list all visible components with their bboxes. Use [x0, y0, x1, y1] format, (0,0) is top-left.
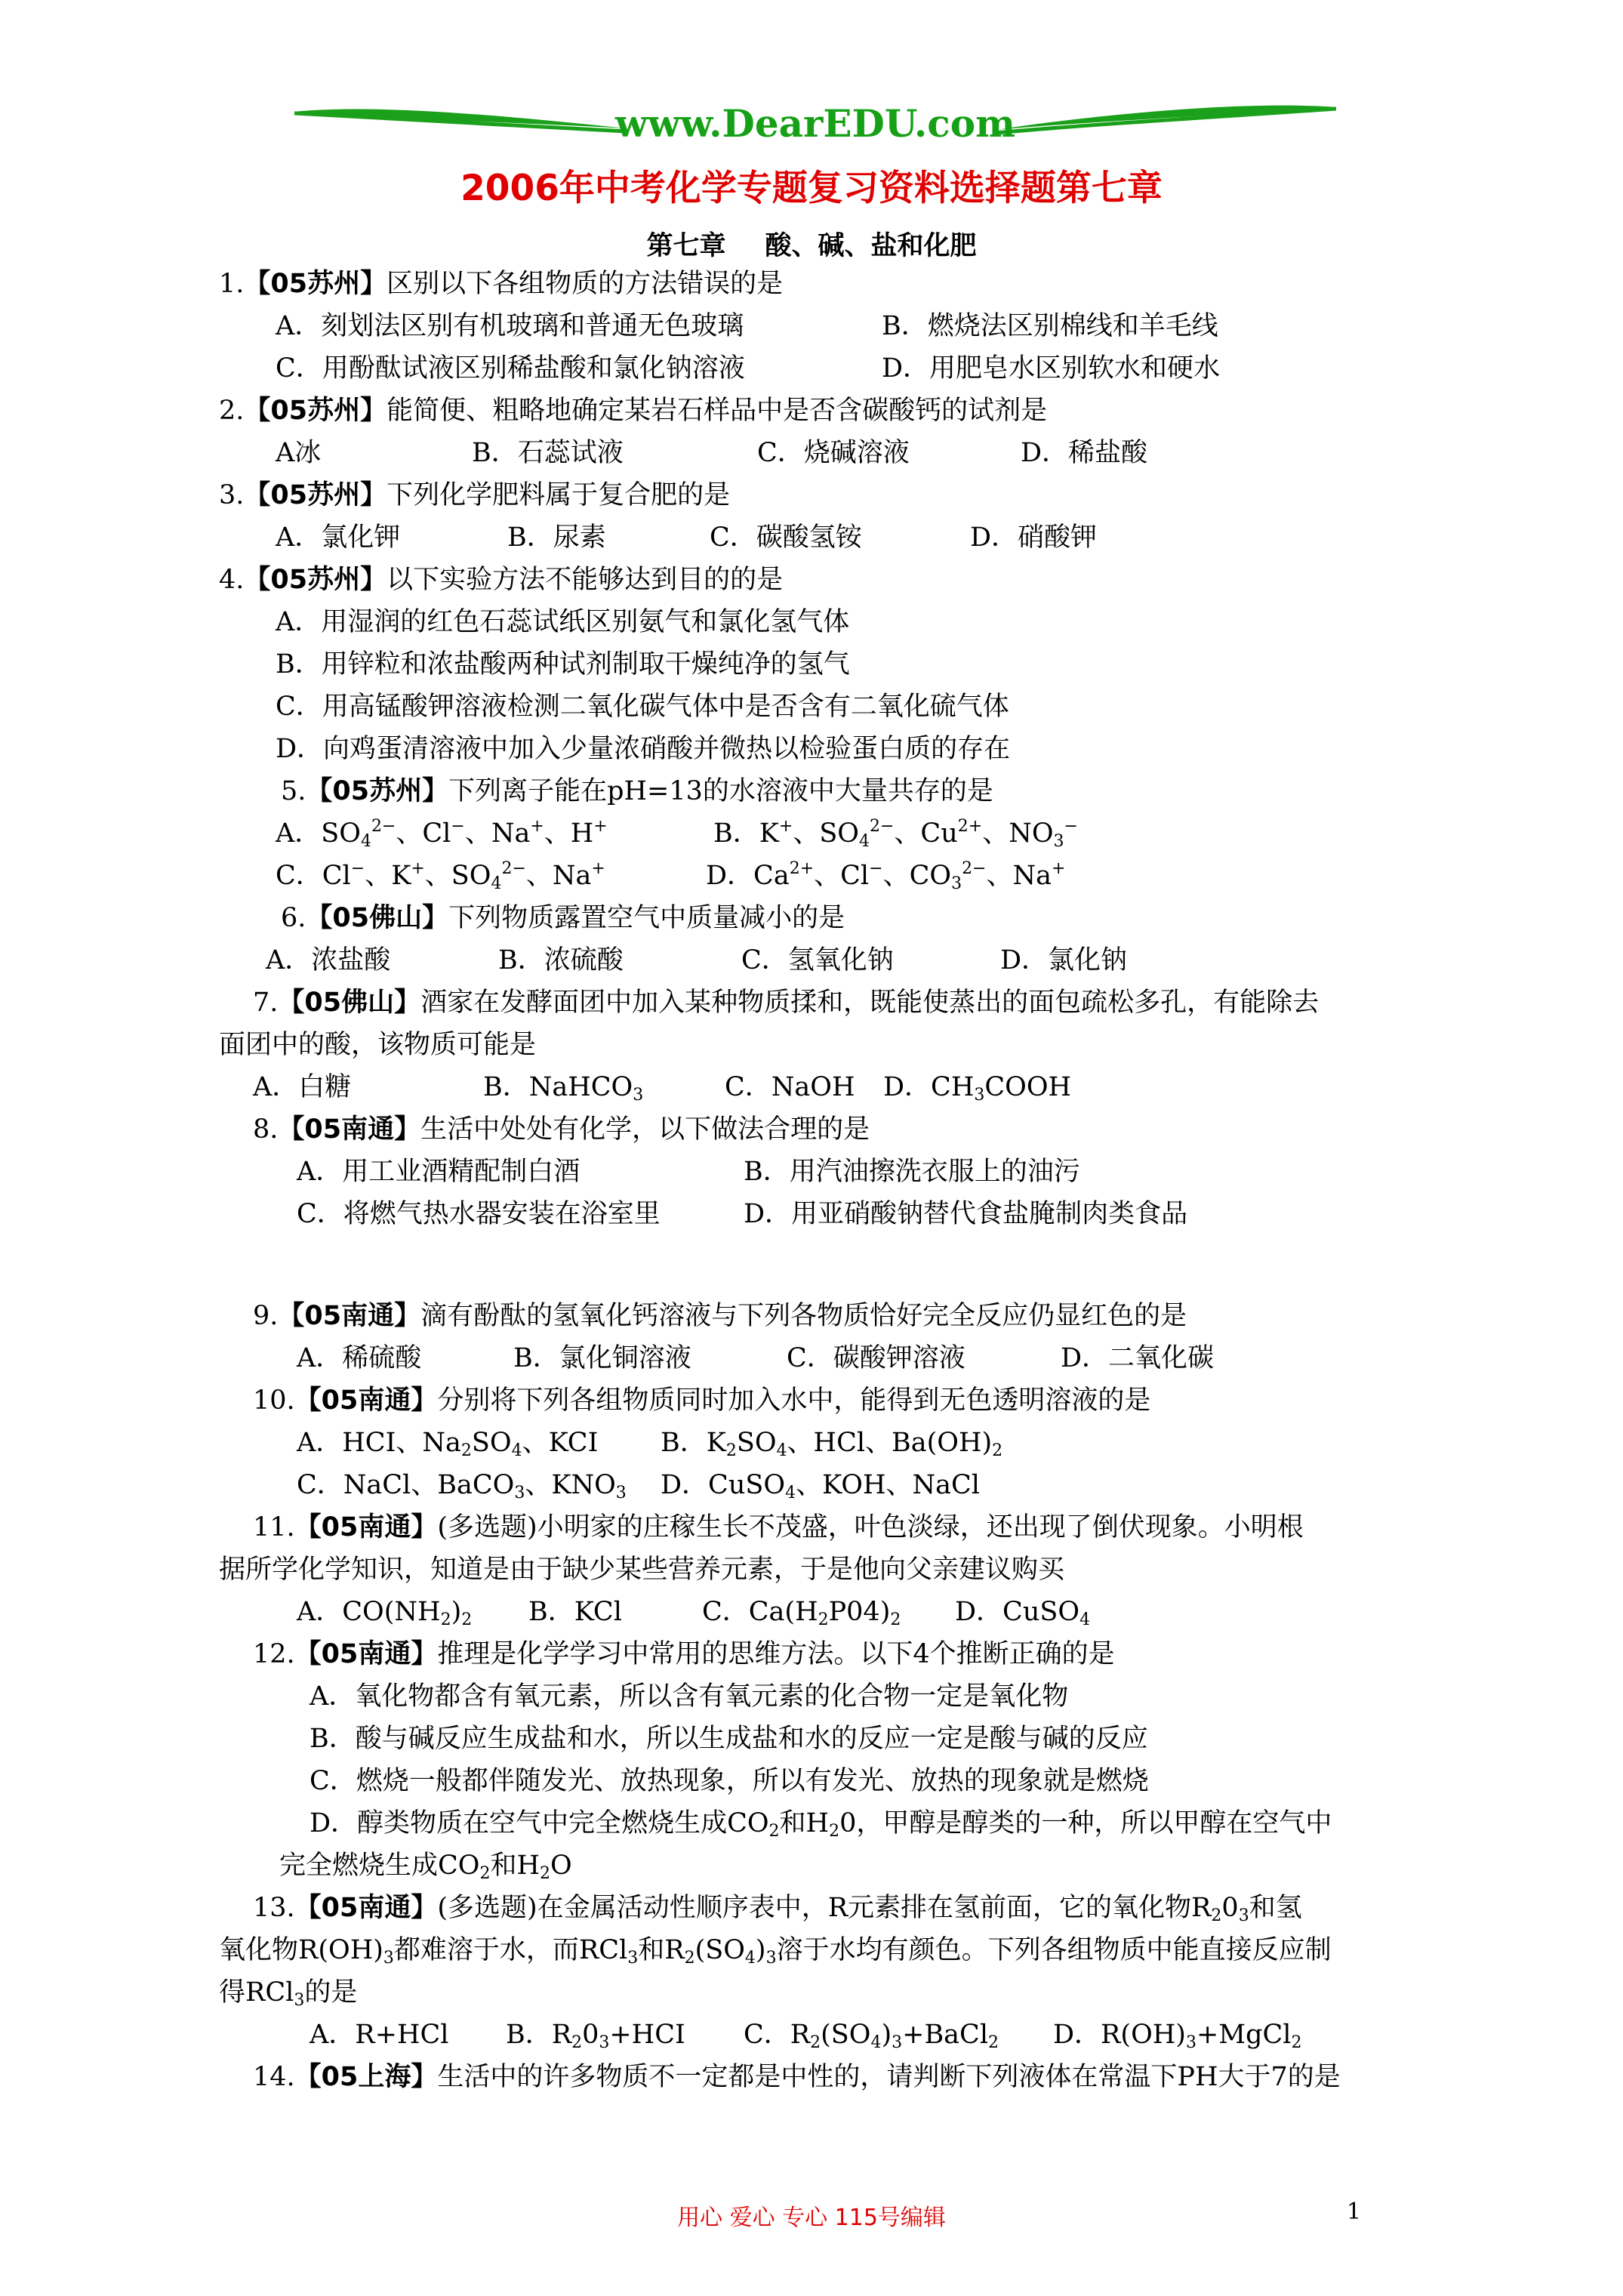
question-line	[281, 901, 845, 935]
source-tag: 【05南通】	[294, 1512, 438, 1542]
line-text: C．$Ca(H_2P04)_2$	[702, 1597, 901, 1629]
line-text: 得RCl$_3$的是	[219, 1977, 358, 2010]
line-text: (多选题)在金属活动性顺序表中，R元素排在氢前面，它的氧化物$R_20_3$和氢	[437, 1893, 1302, 1925]
line-text: 下列物质露置空气中质量减小的是	[448, 903, 845, 933]
text-line	[297, 1197, 661, 1231]
source-tag: 【05南通】	[294, 1639, 438, 1669]
text-line	[882, 352, 1220, 385]
text-line	[297, 1342, 421, 1375]
source-tag: 【05上海】	[294, 2062, 438, 2092]
line-text: D．向鸡蛋清溶液中加入少量浓硝酸并微热以检验蛋白质的存在	[276, 734, 1011, 764]
line-text: 推理是化学学习中常用的思维方法。以下4个推断正确的是	[437, 1639, 1115, 1669]
text-line	[507, 521, 606, 554]
text-line	[506, 2018, 685, 2051]
question-line	[253, 1299, 1187, 1333]
question-number: 13.	[253, 1893, 295, 1923]
line-text: D．CuSO$_4$、KOH、NaCl	[661, 1470, 980, 1502]
text-line	[713, 817, 1078, 850]
line-text: 滴有酚酞的氢氧化钙溶液与下列各物质恰好完全反应仍显红色的是	[420, 1301, 1187, 1331]
line-text: (多选题)小明家的庄稼生长不茂盛，叶色淡绿，还出现了倒伏现象。小明根	[437, 1512, 1304, 1542]
line-text: C．氢氧化钠	[741, 945, 894, 975]
question-number: 12.	[253, 1639, 295, 1669]
text-line	[297, 1155, 580, 1188]
question-line	[281, 775, 993, 808]
text-line	[744, 1155, 1080, 1188]
source-tag: 【05南通】	[278, 1301, 421, 1331]
text-line	[1021, 436, 1147, 470]
text-line	[276, 606, 849, 639]
line-text: B．$K_2SO_4$、HCl、$Ba(OH)_2$	[661, 1428, 1003, 1460]
line-text: B．用锌粒和浓盐酸两种试剂制取干燥纯净的氢气	[276, 649, 850, 680]
question-line	[253, 986, 1319, 1019]
question-line	[253, 2060, 1341, 2094]
question-line	[219, 563, 783, 596]
text-line	[310, 1764, 1149, 1798]
line-text: 完全燃烧生成$CO_2$和$H_2O$	[279, 1851, 572, 1883]
line-text: A．稀硫酸	[297, 1343, 422, 1373]
line-text: 生活中处处有化学，以下做法合理的是	[420, 1114, 870, 1145]
source-tag: 【05苏州】	[244, 480, 387, 510]
question-line	[253, 1891, 1302, 1925]
source-tag: 【05苏州】	[244, 269, 387, 299]
question-number: 9.	[253, 1301, 279, 1331]
line-text: C．用酚酞试液区别稀盐酸和氯化钠溶液	[276, 353, 745, 384]
text-line	[276, 817, 608, 850]
line-text: A．$CO(NH_2)_2$	[297, 1597, 473, 1629]
text-line	[955, 1595, 1090, 1629]
text-line	[219, 1028, 536, 1062]
source-tag: 【05南通】	[294, 1893, 438, 1923]
question-number: 8.	[253, 1114, 279, 1145]
text-line	[1053, 2018, 1302, 2051]
text-line	[528, 1595, 622, 1629]
source-tag: 【05佛山】	[306, 903, 449, 933]
line-text: C．燃烧一般都伴随发光、放热现象，所以有发光、放热的现象就是燃烧	[310, 1766, 1149, 1796]
site-header-banner	[294, 97, 1336, 153]
text-line	[483, 1071, 643, 1104]
line-text: C．碳酸钾溶液	[787, 1343, 965, 1373]
question-number: 11.	[253, 1512, 295, 1542]
line-text: B．$R_20_3+HCI$	[506, 2020, 685, 2052]
text-line	[498, 944, 624, 977]
line-text: D．$CH_3COOH$	[883, 1072, 1072, 1105]
text-line	[297, 1469, 627, 1502]
text-line	[661, 1469, 980, 1502]
line-text: B．K+、$SO_4^{2-}$、$Cu^{2+}$、$NO_3^-$	[713, 817, 1078, 851]
text-line	[725, 1071, 855, 1104]
text-line	[276, 732, 1010, 766]
chapter-name: 酸、碱、盐和化肥	[765, 231, 977, 261]
question-number: 5.	[281, 776, 306, 806]
text-line	[970, 521, 1097, 554]
text-line	[1000, 944, 1127, 977]
line-text: A．氧化物都含有氧元素，所以含有氧元素的化合物一定是氧化物	[310, 1681, 1069, 1712]
text-line	[744, 2018, 999, 2051]
text-line	[276, 690, 1009, 723]
question-line	[219, 479, 730, 512]
text-line	[883, 1071, 1071, 1104]
question-line	[253, 1638, 1115, 1671]
question-line	[219, 267, 783, 300]
text-line	[276, 648, 850, 681]
footer-credit: 用心 爱心 专心 115号编辑	[677, 2205, 946, 2231]
line-text: D．二氧化碳	[1061, 1343, 1215, 1373]
question-number: 7.	[253, 988, 279, 1018]
text-line	[276, 310, 744, 343]
text-line	[787, 1342, 965, 1375]
line-text: 能简便、粗略地确定某岩石样品中是否含碳酸钙的试剂是	[387, 396, 1048, 426]
line-text: B．氯化铜溶液	[513, 1343, 691, 1373]
text-line	[741, 944, 894, 977]
line-text: B．石蕊试液	[472, 438, 624, 468]
text-line	[710, 521, 862, 554]
line-text: D．$R(OH)_3+MgCl_2$	[1053, 2020, 1302, 2052]
question-number: 1.	[219, 269, 245, 299]
line-text: D．稀盐酸	[1021, 438, 1148, 468]
text-line	[266, 944, 390, 977]
line-text: C．NaOH	[725, 1072, 855, 1102]
question-line	[219, 394, 1047, 427]
line-text: A．刻划法区别有机玻璃和普通无色玻璃	[276, 311, 744, 341]
text-line	[513, 1342, 691, 1375]
line-text: C．将燃气热水器安装在浴室里	[297, 1199, 661, 1229]
text-line	[297, 1426, 598, 1459]
question-number: 4.	[219, 565, 245, 595]
line-text: C．Cl−、K+、$SO_4^{2-}$、Na+	[276, 859, 605, 893]
text-line	[744, 1197, 1187, 1231]
line-text: A冰	[276, 438, 322, 468]
site-url[interactable]: www.DearEDU.com	[614, 101, 1015, 146]
line-text: C．$R_2(SO_4)_3+BaCl_2$	[744, 2020, 999, 2052]
line-text: C．用高锰酸钾溶液检测二氧化碳气体中是否含有二氧化硫气体	[276, 692, 1009, 722]
line-text: B．酸与碱反应生成盐和水，所以生成盐和水的反应一定是酸与碱的反应	[310, 1724, 1148, 1754]
text-line	[276, 859, 605, 892]
line-text: D．用肥皂水区别软水和硬水	[882, 353, 1221, 384]
line-text: B．燃烧法区别棉线和羊毛线	[882, 311, 1218, 341]
line-text: 据所学化学知识，知道是由于缺少某些营养元素，于是他向父亲建议购买	[219, 1555, 1065, 1585]
text-line	[310, 1722, 1148, 1755]
line-text: D．$Ca^{2+}$、Cl−、$CO_3^{2-}$、Na+	[706, 859, 1066, 893]
document-title: 2006年中考化学专题复习资料选择题第七章	[460, 168, 1163, 209]
source-tag: 【05南通】	[278, 1114, 421, 1145]
line-text: A．氯化钾	[276, 522, 401, 553]
question-line	[253, 1113, 870, 1146]
line-text: C．烧碱溶液	[757, 438, 910, 468]
question-number: 3.	[219, 480, 245, 510]
line-text: 下列化学肥料属于复合肥的是	[387, 480, 731, 510]
line-text: A．用湿润的红色石蕊试纸区别氨气和氯化氢气体	[276, 607, 850, 637]
line-text: D．CuSO$_4$	[955, 1597, 1091, 1629]
line-text: B．NaHCO$_3$	[483, 1072, 644, 1105]
line-text: 生活中的许多物质不一定都是中性的，请判断下列液体在常温下PH大于7的是	[437, 2062, 1341, 2092]
line-text: 以下实验方法不能够达到目的的是	[387, 565, 784, 595]
text-line	[276, 436, 321, 470]
line-text: D．醇类物质在空气中完全燃烧生成$CO_2$和$H_20$，甲醇是醇类的一种，所以甲醇在空气中	[310, 1808, 1332, 1841]
line-text: A．白糖	[253, 1072, 352, 1102]
source-tag: 【05苏州】	[244, 396, 387, 426]
text-line	[310, 1807, 1332, 1840]
question-line	[253, 1511, 1304, 1544]
source-tag: 【05佛山】	[278, 988, 421, 1018]
source-tag: 【05苏州】	[244, 565, 387, 595]
line-text: C．碳酸氢铵	[710, 522, 862, 553]
text-line	[706, 859, 1065, 892]
text-line	[1061, 1342, 1214, 1375]
text-line	[702, 1595, 901, 1629]
text-line	[757, 436, 910, 470]
line-text: D．用亚硝酸钠替代食盐腌制肉类食品	[744, 1199, 1188, 1229]
line-text: B．用汽油擦洗衣服上的油污	[744, 1157, 1080, 1187]
question-number: 10.	[253, 1385, 295, 1416]
page-number: 1	[1347, 2199, 1362, 2225]
text-line	[253, 1071, 351, 1104]
line-text: 区别以下各组物质的方法错误的是	[387, 269, 784, 299]
text-line	[276, 352, 745, 385]
question-line	[253, 1384, 1150, 1417]
source-tag: 【05苏州】	[306, 776, 449, 806]
line-text: A．R+HCl	[310, 2020, 449, 2050]
text-line	[661, 1426, 1002, 1459]
text-line	[882, 310, 1218, 343]
text-line	[297, 1595, 472, 1629]
line-text: B．浓硫酸	[498, 945, 624, 975]
text-line	[472, 436, 624, 470]
line-text: B．KCl	[528, 1597, 622, 1627]
text-line	[219, 1934, 1332, 1967]
line-text: 面团中的酸，该物质可能是	[219, 1030, 537, 1060]
question-number: 14.	[253, 2062, 295, 2092]
line-text: 下列离子能在pH=13的水溶液中大量共存的是	[448, 776, 993, 806]
text-line	[219, 1976, 357, 2009]
line-text: B．尿素	[507, 522, 606, 553]
line-text: 分别将下列各组物质同时加入水中，能得到无色透明溶液的是	[437, 1385, 1151, 1416]
text-line	[310, 2018, 448, 2051]
line-text: A．$SO_4^{2-}$、Cl−、Na+、H+	[276, 817, 608, 851]
line-text: A．用工业酒精配制白酒	[297, 1157, 581, 1187]
question-number: 2.	[219, 396, 245, 426]
line-text: A．浓盐酸	[266, 945, 391, 975]
chapter-number: 第七章	[646, 231, 726, 261]
text-line	[279, 1849, 572, 1882]
text-line	[310, 1680, 1068, 1713]
line-text: D．氯化钠	[1000, 945, 1128, 975]
line-text: 酒家在发酵面团中加入某种物质揉和，既能使蒸出的面包疏松多孔，有能除去	[420, 988, 1320, 1018]
question-number: 6.	[281, 903, 306, 933]
line-text: 氧化物$R(OH)_3$都难溶于水，而RCl$_3$和$R_2(SO_4)_3$溶于水均有颜色。下列各组物质中能直接反应制	[219, 1935, 1332, 1968]
line-text: C．NaCl、BaCO$_3$、$KNO_3$	[297, 1470, 627, 1502]
text-line	[219, 1553, 1064, 1586]
line-text: A．HCI、$Na_2SO_4$、KCI	[297, 1428, 599, 1460]
chapter-heading	[0, 225, 1623, 263]
source-tag: 【05南通】	[294, 1385, 438, 1416]
text-line	[276, 521, 400, 554]
line-text: D．硝酸钾	[970, 522, 1098, 553]
